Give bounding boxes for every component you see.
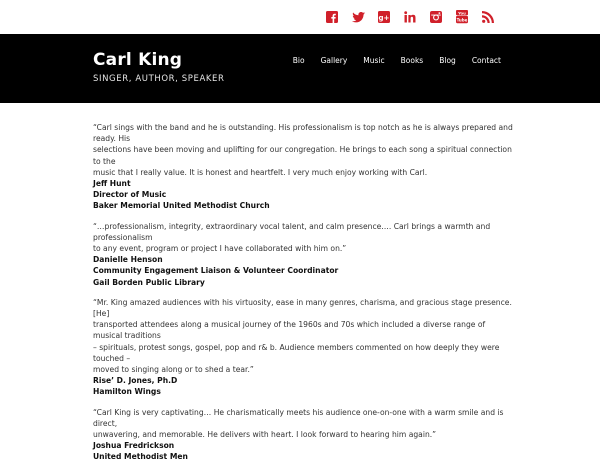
attribution-title: Director of Music [93,190,167,200]
quote-line: “…professionalism, integrity, extraordinary vocal talent, and calm presence…. Carl brings a warmth and professionalism [93,221,491,242]
nav-item-blog[interactable]: Blog [439,56,456,65]
attribution-name: Jeff Hunt [93,179,131,189]
attribution-name: Joshua Fredrickson [93,441,175,451]
site-tagline: SINGER, AUTHOR, SPEAKER [93,74,225,84]
nav-item-music[interactable]: Music [363,56,385,65]
linkedin-icon[interactable] [397,9,423,25]
quote-line: selections have been moving and uplifting for our congregation. He brings to each song a spiritual connection to the [93,145,512,166]
testimonial-quote [93,122,513,178]
attribution-org: United Methodist Men [93,452,188,462]
quote-line: “Carl sings with the band and he is outstanding. His professionalism is top notch as he is always prepared and ready. His [93,123,513,144]
attribution-title: Community Engagement Liaison & Volunteer Coordinator [93,266,339,276]
nav-item-books[interactable]: Books [400,56,424,65]
quote-line: music that I really value. It is honest and heartfelt. I very much enjoy working with Carl. [93,167,428,177]
site-title[interactable]: Carl King [93,50,183,70]
rss-icon[interactable] [475,9,501,25]
testimonial [93,297,513,398]
google-plus-icon[interactable] [371,9,397,25]
testimonial [93,122,513,212]
youtube-icon[interactable] [449,9,475,25]
quote-line: “Carl King is very captivating… He charismatically meets his audience one-on-one with a warm smile and is direct, [93,407,504,428]
quote-line: to any event, program or project I have collaborated with him on.” [93,244,347,254]
nav-item-gallery[interactable]: Gallery [320,56,348,65]
attribution-org: Hamilton Wings [93,387,161,397]
testimonials-content [93,122,513,472]
attribution-org: Baker Memorial United Methodist Church [93,201,270,211]
instagram-icon[interactable] [423,9,449,25]
social-icons [319,9,501,25]
quote-line: – spirituals, protest songs, gospel, pop and r& b. Audience members commented on how deeply they were touched – [93,342,500,363]
testimonial-quote [93,297,513,375]
attribution-name: Rise’ D. Jones, Ph.D [93,376,178,386]
svg-text:Tube: Tube [456,17,468,23]
twitter-icon[interactable] [345,9,371,25]
svg-text:You: You [458,10,466,16]
testimonial [93,407,513,463]
testimonial [93,221,513,288]
attribution-name: Danielle Henson [93,255,163,265]
facebook-icon[interactable] [319,9,345,25]
quote-line: transported attendees along a musical journey of the 1960s and 70s which included a diverse range of musical traditions [93,320,486,341]
testimonial-quote [93,407,513,441]
nav-item-bio[interactable]: Bio [292,56,305,65]
quote-line: “Mr. King amazed audiences with his virtuosity, ease in many genres, charisma, and gracious stage presence. [He] [93,297,512,319]
quote-line: moved to singing along or to shed a tear.” [93,365,254,375]
svg-text:g+: g+ [378,14,390,22]
nav-item-contact[interactable]: Contact [471,56,501,65]
main-nav [293,56,501,65]
attribution-org: Gail Borden Public Library [93,277,205,287]
quote-line: unwavering, and memorable. He delivers with heart. I look forward to hearing him again.” [93,430,437,440]
testimonial-quote [93,221,513,255]
social-bar [0,0,600,34]
site-header [0,34,600,103]
